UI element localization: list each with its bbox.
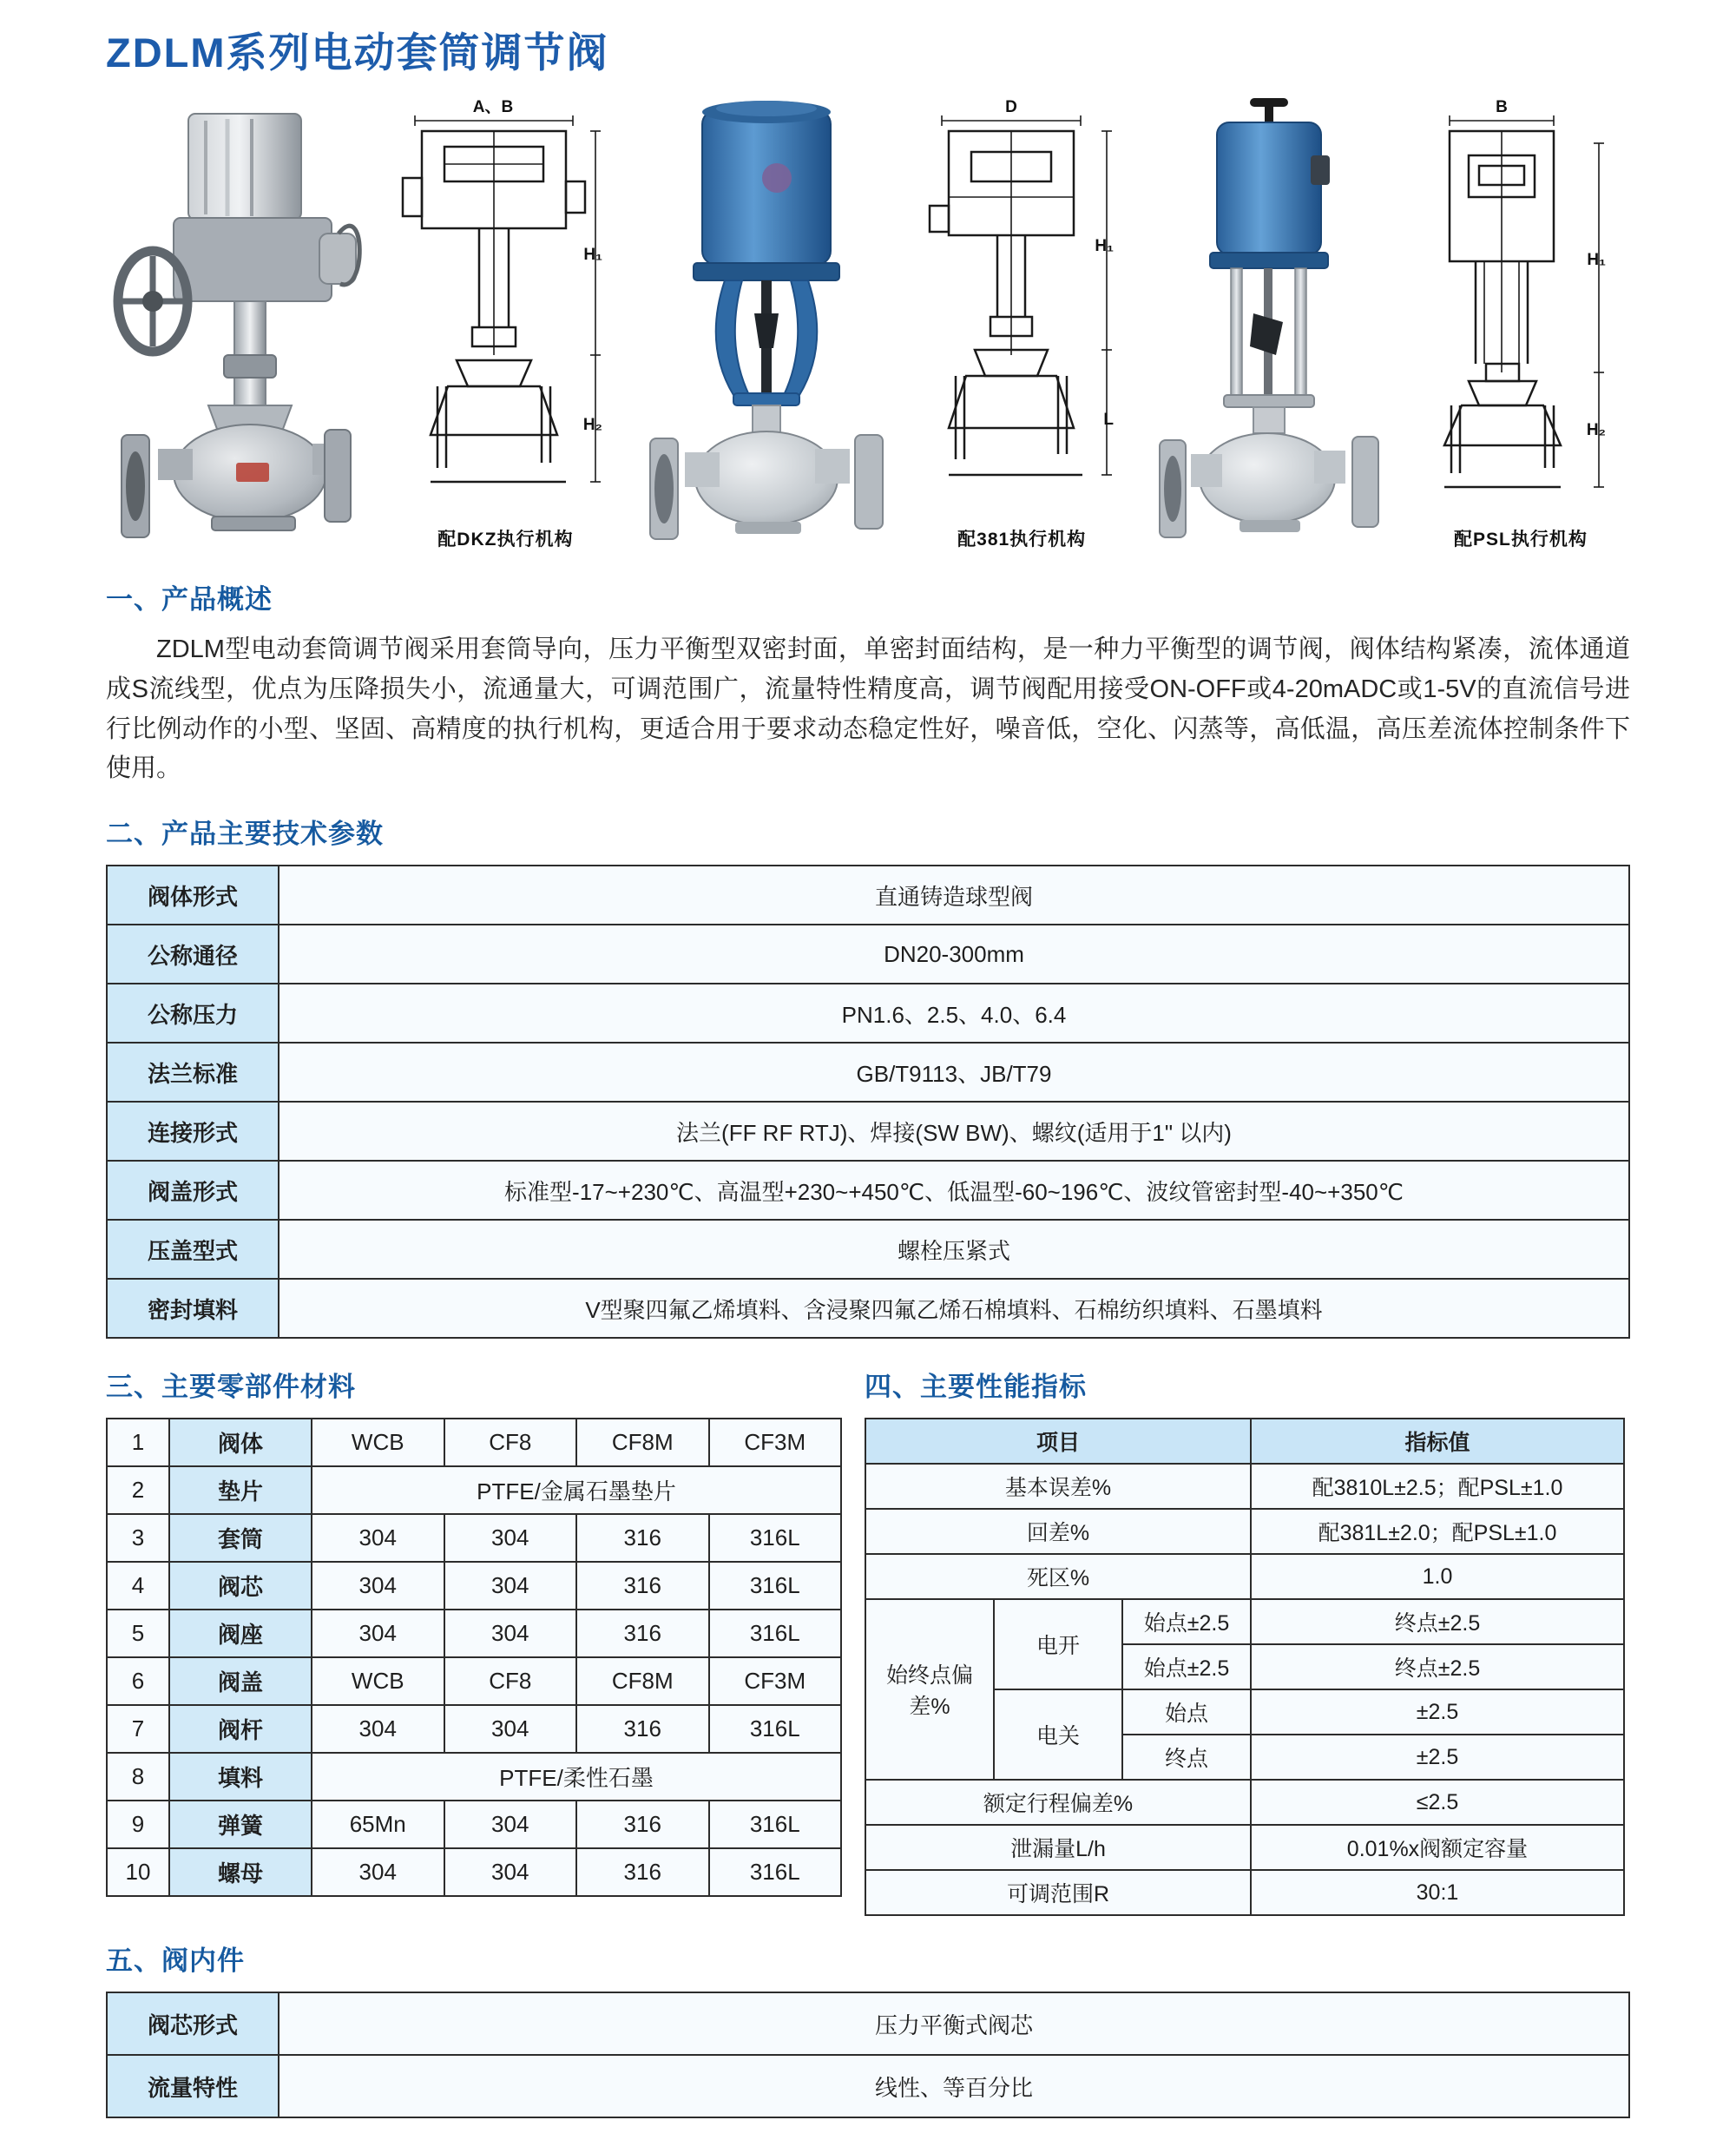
column-header-item: 项目: [865, 1419, 1251, 1464]
drawing3-dim1-label: H₁: [1587, 251, 1606, 269]
materials-column: [106, 1342, 842, 1916]
part-name: 阀芯: [169, 1562, 312, 1610]
material-cell: 304: [444, 1705, 577, 1753]
material-cell: 304: [444, 1848, 577, 1896]
drawing2-caption: 配381执行机构: [957, 530, 1087, 550]
material-cell: 316: [576, 1848, 709, 1896]
table-row: [107, 1514, 841, 1562]
row-label: 公称通径: [107, 925, 279, 984]
materials-performance-columns: [106, 1342, 1630, 1916]
drawing1-top-dim-label: A、B: [473, 98, 514, 116]
section-tech-params-heading: 二、产品主要技术参数: [106, 819, 384, 850]
drawing3-caption: 配PSL执行机构: [1454, 530, 1588, 550]
table-row: [107, 1753, 841, 1801]
row-label: 连接形式: [107, 1102, 279, 1161]
drawing3-dim2-label: H₂: [1586, 421, 1606, 439]
table-row: [107, 1043, 1629, 1102]
deviation-sub-left: 始点±2.5: [1122, 1644, 1251, 1689]
part-name: 阀杆: [169, 1705, 312, 1753]
table-row: [865, 1780, 1624, 1825]
deviation-sub-right: ±2.5: [1251, 1689, 1624, 1735]
row-label: 阀芯形式: [107, 1992, 279, 2055]
drawing3-top-dim-label: B: [1496, 98, 1508, 116]
material-cell: 304: [444, 1514, 577, 1562]
drawing1-caption: 配DKZ执行机构: [437, 530, 574, 550]
material-cell: 304: [312, 1705, 444, 1753]
row-value: 法兰(FF RF RTJ)、焊接(SW BW)、螺纹(适用于1" 以内): [279, 1102, 1629, 1161]
row-label: 额定行程偏差%: [865, 1780, 1251, 1825]
section-overview-heading: 一、产品概述: [106, 584, 273, 615]
table-row: [107, 1279, 1629, 1338]
table-row: [107, 1848, 841, 1896]
valve-drawing-1: [396, 95, 615, 551]
material-cell: 316L: [709, 1848, 842, 1896]
row-value: 0.01%x阀额定容量: [1251, 1825, 1624, 1870]
table-row: [107, 1562, 841, 1610]
material-cell: CF3M: [709, 1657, 842, 1705]
valve-photo-blue-1: [645, 95, 888, 546]
part-name: 阀体: [169, 1419, 312, 1466]
section-materials-heading: 三、主要零部件材料: [106, 1372, 356, 1403]
row-number: 9: [107, 1801, 169, 1848]
row-value: 配3810L±2.5；配PSL±1.0: [1251, 1464, 1624, 1509]
row-value: 直通铸造球型阀: [279, 866, 1629, 925]
valve-drawing-2-image: [917, 95, 1126, 522]
row-label: 死区%: [865, 1554, 1251, 1599]
table-header-row: [865, 1419, 1624, 1464]
table-row: [107, 1992, 1629, 2055]
table-row: [865, 1870, 1624, 1915]
row-value: 螺栓压紧式: [279, 1220, 1629, 1279]
row-value: DN20-300mm: [279, 925, 1629, 984]
material-cell: 316L: [709, 1705, 842, 1753]
row-number: 3: [107, 1514, 169, 1562]
table-row: [107, 1161, 1629, 1220]
performance-table: [865, 1418, 1625, 1916]
valve-drawing-3-image: [1411, 95, 1630, 522]
material-cell: 316: [576, 1610, 709, 1657]
table-row: [107, 1419, 841, 1466]
column-header-value: 指标值: [1251, 1419, 1624, 1464]
table-row: [107, 1705, 841, 1753]
material-cell: 316: [576, 1801, 709, 1848]
page-title: ZDLM系列电动套筒调节阀: [106, 30, 609, 76]
row-label: 回差%: [865, 1509, 1251, 1554]
drawing2-dim2-label: L: [1103, 411, 1115, 429]
row-number: 5: [107, 1610, 169, 1657]
table-row: [865, 1464, 1624, 1509]
material-cell: 316L: [709, 1801, 842, 1848]
table-row: [865, 1509, 1624, 1554]
material-cell: CF8: [444, 1419, 577, 1466]
row-number: 2: [107, 1466, 169, 1514]
material-cell: WCB: [312, 1657, 444, 1705]
table-row: [107, 1102, 1629, 1161]
row-label: 法兰标准: [107, 1043, 279, 1102]
material-cell: CF8: [444, 1657, 577, 1705]
row-label: 密封填料: [107, 1279, 279, 1338]
part-name: 螺母: [169, 1848, 312, 1896]
material-cell: 304: [444, 1562, 577, 1610]
drawing1-dim2-label: H₂: [583, 416, 603, 434]
table-row: [107, 1466, 841, 1514]
row-value: 标准型-17~+230℃、高温型+230~+450℃、低温型-60~196℃、波纹管密封型-40~+350℃: [279, 1161, 1629, 1220]
part-name: 套筒: [169, 1514, 312, 1562]
material-cell: CF3M: [709, 1419, 842, 1466]
row-value: GB/T9113、JB/T79: [279, 1043, 1629, 1102]
row-number: 10: [107, 1848, 169, 1896]
row-value: 1.0: [1251, 1554, 1624, 1599]
tech-params-table: [106, 865, 1630, 1339]
row-value: ≤2.5: [1251, 1780, 1624, 1825]
material-cell-span: PTFE/柔性石墨: [312, 1753, 841, 1801]
deviation-sub-right: 终点±2.5: [1251, 1599, 1624, 1644]
deviation-close-label: 电关: [994, 1689, 1122, 1780]
row-label: 压盖型式: [107, 1220, 279, 1279]
row-label: 公称压力: [107, 984, 279, 1043]
drawing2-dim1-label: H₁: [1095, 237, 1115, 255]
product-gallery: [106, 95, 1630, 555]
row-value: 配381L±2.0；配PSL±1.0: [1251, 1509, 1624, 1554]
table-row: [107, 1610, 841, 1657]
material-cell-span: PTFE/金属石墨垫片: [312, 1466, 841, 1514]
deviation-sub-right: 终点±2.5: [1251, 1644, 1624, 1689]
material-cell: 316: [576, 1705, 709, 1753]
drawing2-top-dim-label: D: [1005, 98, 1018, 116]
deviation-sub-left: 始点±2.5: [1122, 1599, 1251, 1644]
deviation-sub-left: 终点: [1122, 1735, 1251, 1780]
material-cell: 316: [576, 1514, 709, 1562]
row-number: 1: [107, 1419, 169, 1466]
row-number: 7: [107, 1705, 169, 1753]
material-cell: 316: [576, 1562, 709, 1610]
table-row: [865, 1825, 1624, 1870]
deviation-sub-left: 始点: [1122, 1689, 1251, 1735]
material-cell: 316L: [709, 1610, 842, 1657]
valve-drawing-3: [1411, 95, 1630, 551]
material-cell: 304: [312, 1848, 444, 1896]
table-row: [865, 1599, 1624, 1644]
row-label: 阀体形式: [107, 866, 279, 925]
row-value: PN1.6、2.5、4.0、6.4: [279, 984, 1629, 1043]
row-value: 30:1: [1251, 1870, 1624, 1915]
row-value: 压力平衡式阀芯: [279, 1992, 1629, 2055]
performance-column: [865, 1342, 1625, 1916]
table-row: [107, 925, 1629, 984]
row-value: V型聚四氟乙烯填料、含浸聚四氟乙烯石棉填料、石棉纺织填料、石墨填料: [279, 1279, 1629, 1338]
material-cell: WCB: [312, 1419, 444, 1466]
table-row: [107, 1801, 841, 1848]
part-name: 垫片: [169, 1466, 312, 1514]
material-cell: 316L: [709, 1562, 842, 1610]
valve-photo-blue-2-image: [1156, 95, 1382, 546]
section-trim-heading: 五、阀内件: [106, 1946, 245, 1977]
row-label: 泄漏量L/h: [865, 1825, 1251, 1870]
material-cell: CF8M: [576, 1657, 709, 1705]
row-number: 6: [107, 1657, 169, 1705]
trim-table: [106, 1992, 1630, 2118]
table-row: [107, 1657, 841, 1705]
part-name: 弹簧: [169, 1801, 312, 1848]
row-value: 线性、等百分比: [279, 2055, 1629, 2117]
valve-drawing-1-image: [396, 95, 615, 522]
part-name: 阀座: [169, 1610, 312, 1657]
table-row: [107, 1220, 1629, 1279]
row-label: 基本误差%: [865, 1464, 1251, 1509]
deviation-sub-right: ±2.5: [1251, 1735, 1624, 1780]
row-label: 可调范围R: [865, 1870, 1251, 1915]
row-number: 4: [107, 1562, 169, 1610]
deviation-open-label: 电开: [994, 1599, 1122, 1689]
drawing1-dim1-label: H₁: [583, 246, 603, 264]
table-row: [107, 866, 1629, 925]
valve-drawing-2: [917, 95, 1126, 551]
material-cell: 304: [444, 1610, 577, 1657]
valve-photo-blue-2: [1156, 95, 1382, 546]
row-label: 阀盖形式: [107, 1161, 279, 1220]
valve-photo-grey: [106, 95, 366, 546]
deviation-label: 始终点偏差%: [865, 1599, 994, 1780]
table-row: [107, 984, 1629, 1043]
material-cell: 316L: [709, 1514, 842, 1562]
material-cell: 304: [444, 1801, 577, 1848]
materials-table: [106, 1418, 842, 1897]
material-cell: 304: [312, 1514, 444, 1562]
material-cell: 304: [312, 1610, 444, 1657]
table-row: [865, 1554, 1624, 1599]
part-name: 填料: [169, 1753, 312, 1801]
valve-photo-grey-image: [106, 95, 366, 546]
overview-paragraph: ZDLM型电动套筒调节阀采用套筒导向，压力平衡型双密封面，单密封面结构，是一种力平衡型的调节阀，阀体结构紧凑，流体通道成S流线型，优点为压降损失小，流通量大，可调范围广，流量特性精度高，调节阀配用接受ON-OFF或4-20mADC或1-5V的直流信号进行比例动作的小型、坚固、高精度的执行机构，更适合用于要求动态稳定性好，噪音低，空化、闪蒸等，高低温，高压差流体控制条件下使用。: [106, 635, 1630, 783]
row-number: 8: [107, 1753, 169, 1801]
material-cell: 304: [312, 1562, 444, 1610]
material-cell: 65Mn: [312, 1801, 444, 1848]
section-performance-heading: 四、主要性能指标: [865, 1372, 1087, 1403]
valve-photo-blue-1-image: [645, 95, 888, 546]
part-name: 阀盖: [169, 1657, 312, 1705]
material-cell: CF8M: [576, 1419, 709, 1466]
table-row: [107, 2055, 1629, 2117]
row-label: 流量特性: [107, 2055, 279, 2117]
